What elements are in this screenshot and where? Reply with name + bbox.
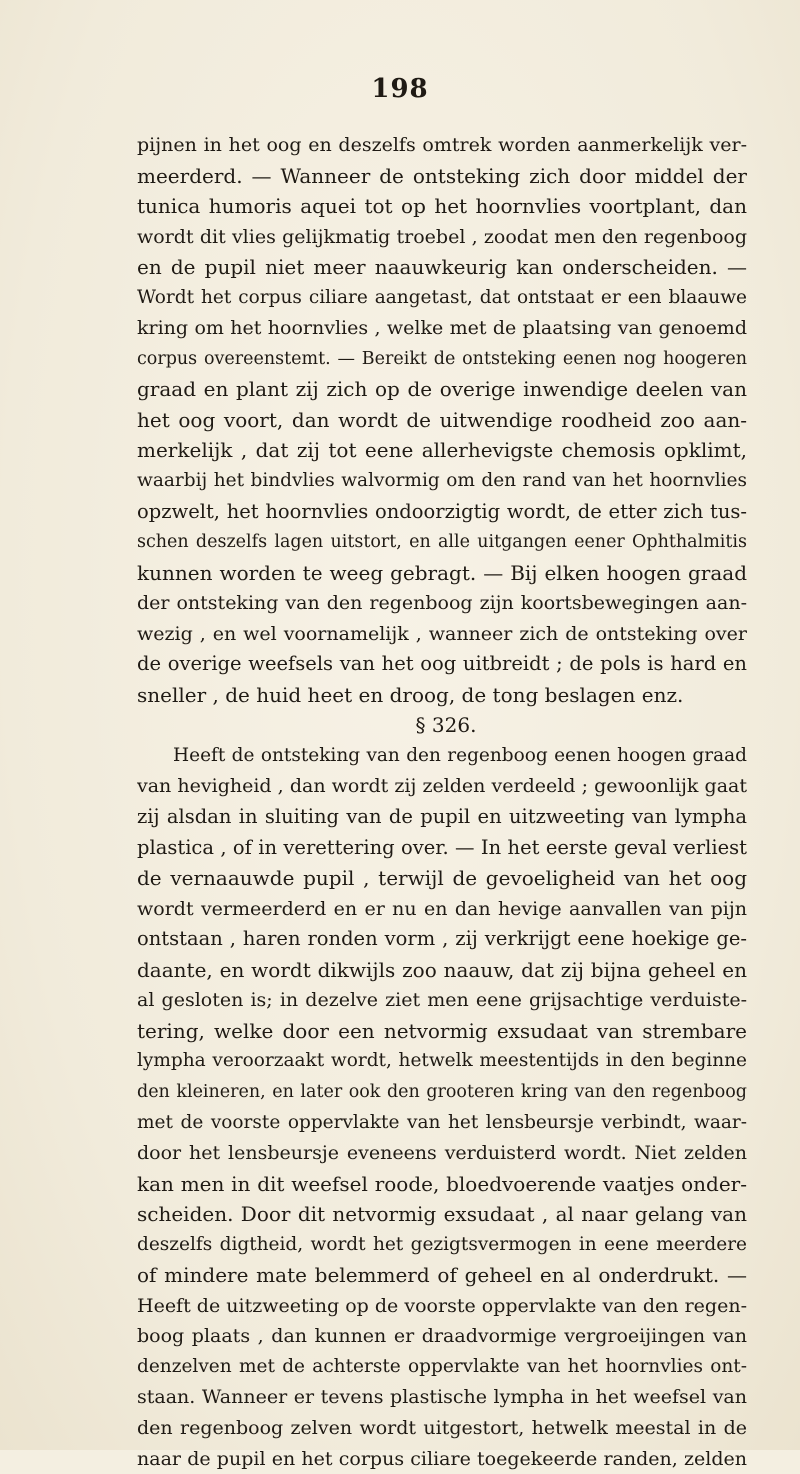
text-line: met de voorste oppervlakte van het lensbeursje verbindt, waar- — [137, 1111, 747, 1133]
text-line: door het lensbeursje eveneens verduisterd wordt. Niet zelden — [137, 1142, 747, 1165]
text-line: naar de pupil en het corpus ciliare toegekeerde randen, zelden — [137, 1447, 747, 1470]
text-line: van hevigheid , dan wordt zij zelden verdeeld ; gewoonlijk gaat — [137, 775, 747, 798]
text-line: corpus overeenstemt. — Bereikt de ontsteking eenen nog hoogeren — [137, 348, 747, 369]
text-line: sneller , de huid heet en droog, de tong beslagen enz. — [137, 682, 684, 707]
page-number: 198 — [371, 74, 429, 104]
text-line: boog plaats , dan kunnen er draadvormige vergroeijingen van — [137, 1325, 747, 1348]
text-line: het oog voort, dan wordt de uitwendige roodheid zoo aan- — [137, 407, 747, 432]
text-line: Wordt het corpus ciliare aangetast, dat ontstaat er een blaauwe — [137, 286, 747, 308]
text-line: al gesloten is; in dezelve ziet men eene grijsachtige verduiste- — [137, 989, 747, 1012]
text-line: de overige weefsels van het oog uitbreidt ; de pols is hard en — [137, 652, 747, 676]
text-line: staan. Wanneer er tevens plastische lympha in het weefsel van — [137, 1386, 747, 1409]
text-line: en de pupil niet meer naauwkeurig kan onderscheiden. — — [137, 255, 747, 280]
text-line: wordt dit vlies gelijkmatig troebel , zoodat men den regenboog — [137, 225, 747, 248]
text-line: of mindere mate belemmerd of geheel en al onderdrukt. — — [137, 1263, 747, 1288]
section-heading: § 326. — [415, 713, 477, 738]
text-line: pijnen in het oog en deszelfs omtrek worden aanmerkelijk ver- — [137, 134, 747, 156]
text-line: zij alsdan in sluiting van de pupil en uitzweeting van lympha — [137, 805, 747, 829]
text-line: tunica humoris aquei tot op het hoornvlies voortplant, dan — [137, 194, 747, 219]
text-line: plastica , of in verettering over. — In het eerste geval verliest — [137, 835, 747, 859]
text-line: der ontsteking van den regenboog zijn koortsbewegingen aan- — [137, 592, 747, 615]
text-line: wezig , en wel voornamelijk , wanneer zich de ontsteking over — [137, 622, 747, 645]
text-line: den kleineren, en later ook den grooteren kring van den regenboog — [137, 1081, 747, 1102]
text-line: graad en plant zij zich op de overige inwendige deelen van — [137, 377, 747, 402]
text-line: tering, welke door een netvormig exsudaat van strembare — [137, 1018, 747, 1043]
text-line: den regenboog zelven wordt uitgestort, hetwelk meestal in de — [137, 1416, 747, 1439]
text-line: kring om het hoornvlies , welke met de plaatsing van genoemd — [137, 317, 747, 340]
text-line: daante, en wordt dikwijls zoo naauw, dat zij bijna geheel en — [137, 957, 747, 982]
text-line: kunnen worden te weeg gebragt. — Bij elken hoogen graad — [137, 560, 747, 585]
text-line: ontstaan , haren ronden vorm , zij verkrijgt eene hoekige ge- — [137, 927, 747, 951]
text-line: deszelfs digtheid, wordt het gezigtsvermogen in eene meerdere — [137, 1233, 747, 1255]
text-line: Heeft de uitzweeting op de voorste oppervlakte van den regen- — [137, 1294, 747, 1317]
text-line: de vernaauwde pupil , terwijl de gevoeligheid van het oog — [137, 866, 747, 891]
text-line: scheiden. Door dit netvormig exsudaat , al naar gelang van — [137, 1202, 747, 1227]
text-line: schen deszelfs lagen uitstort, en alle uitgangen eener Ophthalmitis — [137, 532, 747, 553]
text-line: opzwelt, het hoornvlies ondoorzigtig wordt, de etter zich tus- — [137, 499, 747, 523]
text-line: wordt vermeerderd en er nu en dan hevige aanvallen van pijn — [137, 897, 747, 920]
text-line: denzelven met de achterste oppervlakte van het hoornvlies ont- — [137, 1355, 747, 1377]
text-line: merkelijk , dat zij tot eene allerhevigste chemosis opklimt, — [137, 438, 747, 463]
text-line: waarbij het bindvlies walvormig om den rand van het hoornvlies — [137, 470, 747, 492]
body-text — [137, 130, 747, 1474]
text-line: meerderd. — Wanneer de ontsteking zich door middel der — [137, 163, 747, 188]
text-line: Heeft de ontsteking van den regenboog eenen hoogen graad — [173, 744, 747, 766]
text-line: lympha veroorzaakt wordt, hetwelk meestentijds in den beginne — [137, 1050, 747, 1072]
text-line: kan men in dit weefsel roode, bloedvoerende vaatjes onder- — [137, 1171, 747, 1196]
